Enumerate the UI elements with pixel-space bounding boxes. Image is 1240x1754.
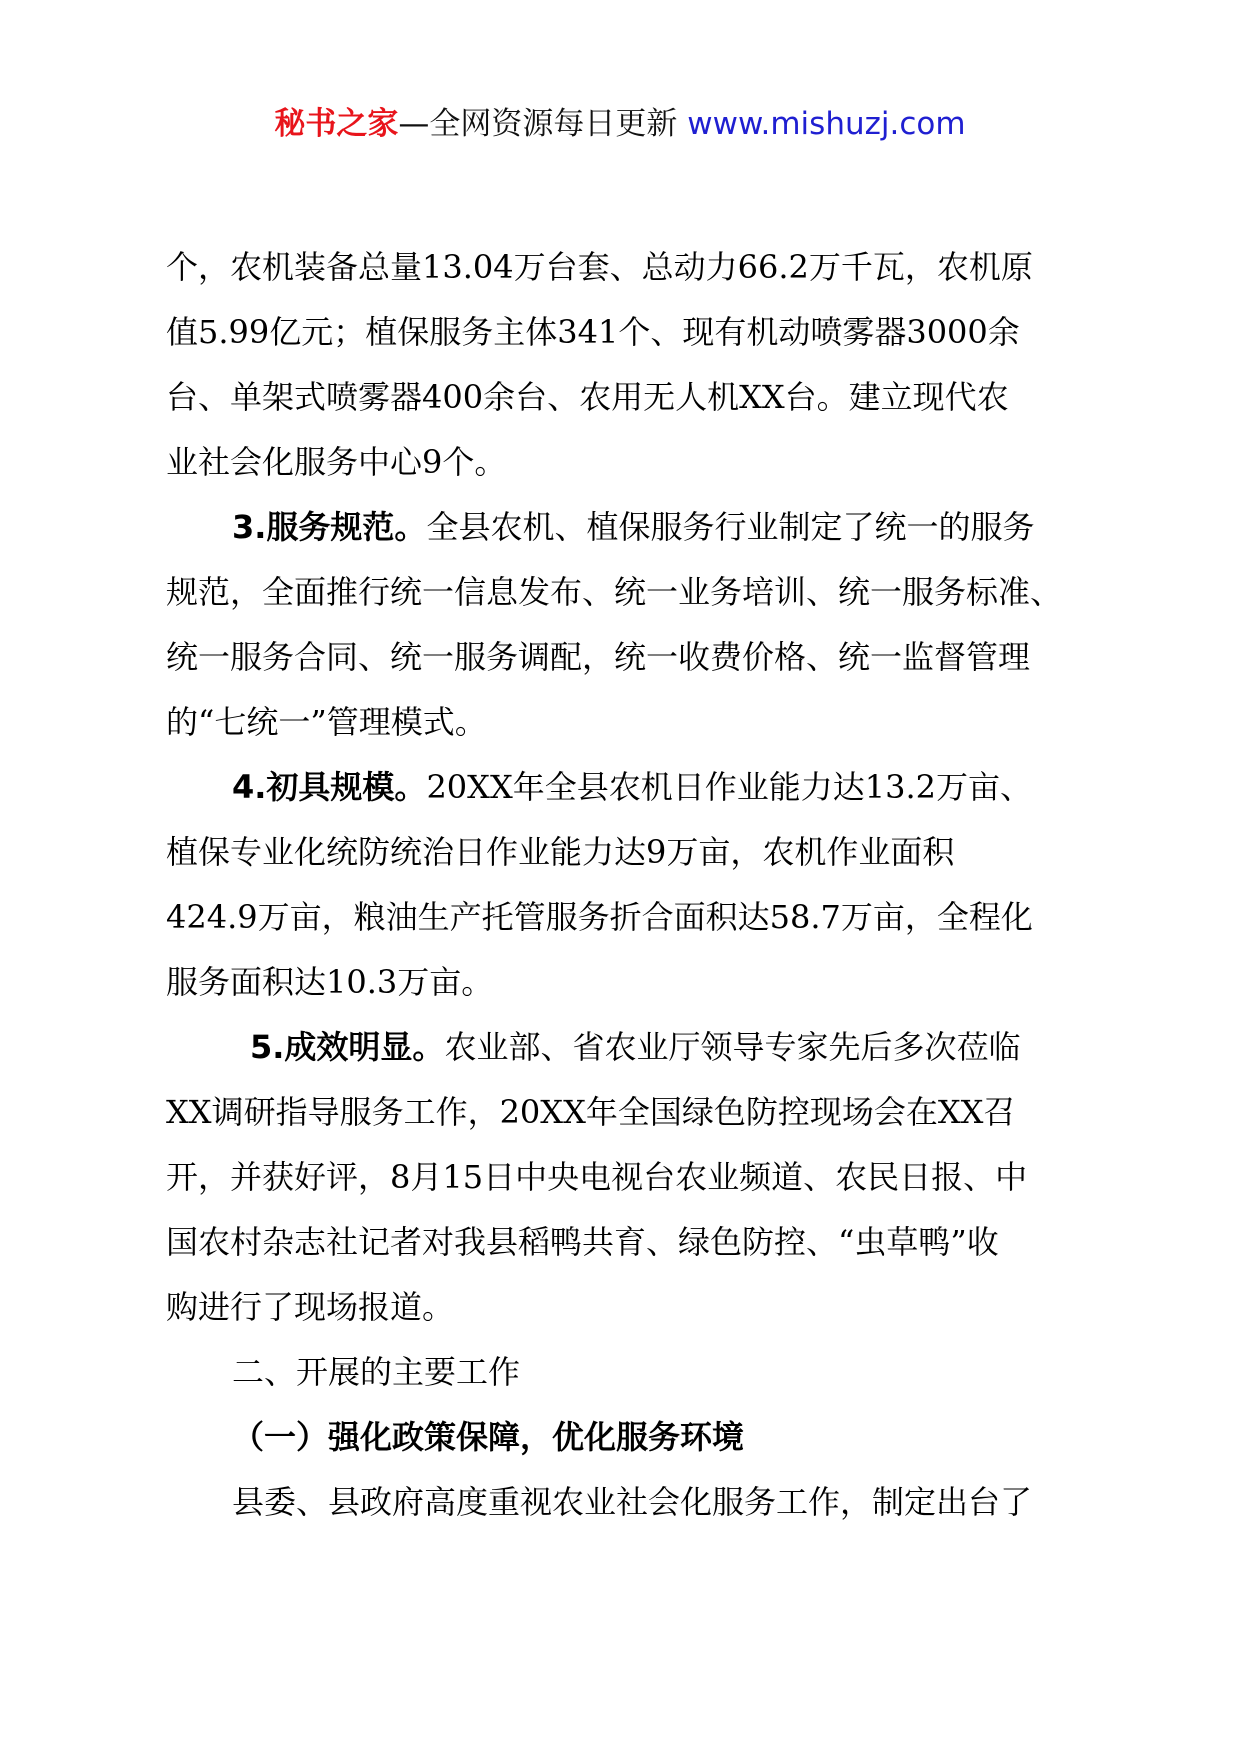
text-line: 购进行了现场报道。 (166, 1288, 455, 1326)
text-line: 台、单架式喷雾器400余台、农用无人机XX台。建立现代农 (166, 378, 1009, 416)
text-line: 国农村杂志社记者对我县稻鸭共育、绿色防控、“虫草鸭”收 (166, 1223, 999, 1261)
paragraph-text: 农业部、省农业厅领导专家先后多次莅临 (444, 1028, 1021, 1066)
text-line: 的“七统一”管理模式。 (166, 703, 487, 741)
site-url-link[interactable]: www.mishuzj.com (687, 106, 966, 142)
paragraph-lead-initial-scale: 4.初具规模。 (232, 768, 427, 806)
text-line: 服务面积达10.3万亩。 (166, 963, 494, 1001)
paragraph-first-line (166, 1015, 1086, 1080)
subsection-heading: （一）强化政策保障，优化服务环境 (232, 1418, 745, 1456)
brand-name: 秘书之家 (274, 106, 399, 142)
paragraph-first-line (166, 755, 1086, 820)
text-line: 值5.99亿元；植保服务主体341个、现有机动喷雾器3000余 (166, 313, 1020, 351)
text-line: 业社会化服务中心9个。 (166, 443, 507, 481)
text-line: 统一服务合同、统一服务调配，统一收费价格、统一监督管理 (166, 638, 1031, 676)
text-line: 县委、县政府高度重视农业社会化服务工作，制定出台了 (232, 1483, 1033, 1521)
text-line: 424.9万亩，粮油生产托管服务折合面积达58.7万亩，全程化 (166, 898, 1033, 936)
text-line: 个，农机装备总量13.04万台套、总动力66.2万千瓦，农机原 (166, 248, 1033, 286)
text-line: 开，并获好评，8月15日中央电视台农业频道、农民日报、中 (166, 1158, 1028, 1196)
text-line: 规范，全面推行统一信息发布、统一业务培训、统一服务标准、 (166, 573, 1063, 611)
paragraph-text: 全县农机、植保服务行业制定了统一的服务 (426, 508, 1035, 546)
paragraph-lead-notable-results: 5.成效明显。 (250, 1028, 445, 1066)
text-line: XX调研指导服务工作，20XX年全国绿色防控现场会在XX召 (166, 1093, 1016, 1131)
header-slogan: —全网资源每日更新 (398, 106, 688, 142)
document-body (166, 235, 1086, 1535)
paragraph-text: 20XX年全县农机日作业能力达13.2万亩、 (426, 768, 1032, 806)
site-header (0, 102, 1240, 146)
paragraph-lead-service-standards: 3.服务规范。 (232, 508, 427, 546)
text-line: 植保专业化统防统治日作业能力达9万亩，农机作业面积 (166, 833, 955, 871)
paragraph-first-line (166, 495, 1086, 560)
section-heading: 二、开展的主要工作 (232, 1353, 521, 1391)
